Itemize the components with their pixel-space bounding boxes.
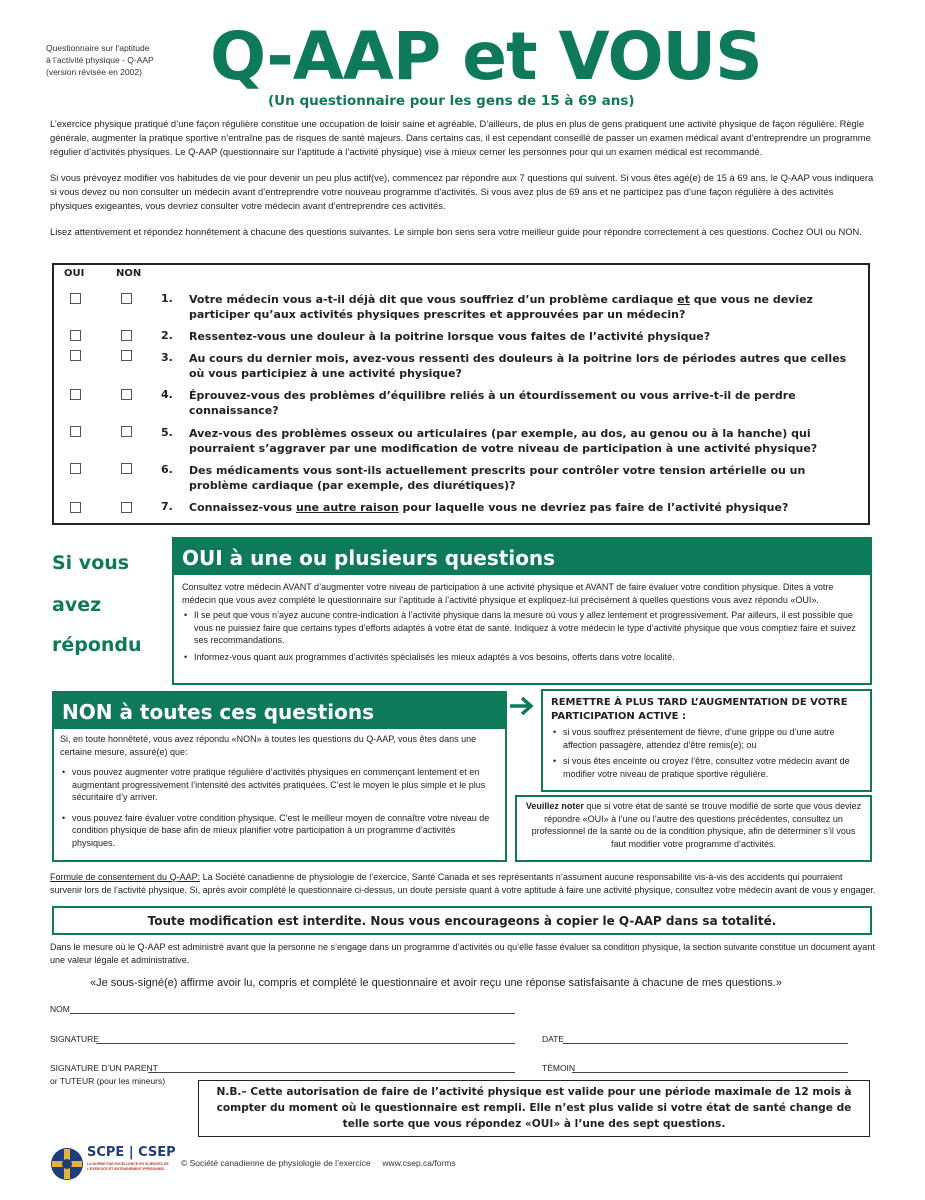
non-box-bullet: • vous pouvez augmenter votre pratique régulière d’activités physiques en commençant lentement et en augmentant progressivement l’intensité des activités pratiquées. C’est le moyen le plus simple et le plus sécuritaire d’y arriver. (60, 766, 497, 804)
non-answer-box (52, 691, 507, 862)
question-number: 6. (161, 463, 173, 476)
arrow-right-icon (508, 695, 536, 717)
oui-box-bullet: • Informez-vous quant aux programmes d’activités spécialisés les mieux adaptés à vos besoins, offerts dans votre localité. (182, 651, 860, 664)
note-box-text: Veuillez noter que si votre état de santé se trouve modifié de sorte que vous deviez répondre «OUI» à l’une ou l’autre des questions précédentes, consultez un professionnel de la santé ou de la condition physique, afin de déterminer s’il vous faut modifier votre programme d’activités. (525, 801, 862, 849)
field-label-tuteur: or TUTEUR (pour les mineurs) (50, 1076, 166, 1086)
nom-field[interactable] (70, 1013, 515, 1014)
checkbox-non-5[interactable] (121, 426, 132, 437)
question-number: 1. (161, 292, 173, 305)
nb-box: N.B.– Cette autorisation de faire de l’activité physique est valide pour une période maximale de 12 mois à compter du moment où le questionnaire est rempli. Elle n’est plus valide si votre état de santé change de telle sorte que vous répondez «OUI» à l’une des sept questions. (198, 1080, 870, 1137)
question-3-text: Au cours du dernier mois, avez-vous ressenti des douleurs à la poitrine lors de périodes autres que celles où vous participiez à une activité physique? (189, 352, 847, 380)
document-id-block (46, 42, 196, 78)
column-header-non: NON (116, 268, 142, 279)
delay-box (541, 689, 872, 792)
question-2-text: Ressentez-vous une douleur à la poitrine lorsque vous faites de l’activité physique? (189, 330, 711, 343)
non-box-body (54, 729, 505, 849)
page-title: Q-AAP et VOUS (210, 18, 762, 95)
question-7-text: Connaissez-vous une autre raison pour laquelle vous ne devriez pas faire de l’activité physique? (189, 501, 789, 514)
field-label-nom: NOM (50, 1004, 70, 1014)
signature-field[interactable] (96, 1043, 515, 1044)
side-label-line: répondu (52, 634, 142, 656)
checkbox-non-4[interactable] (121, 389, 132, 400)
oui-answer-box (172, 537, 872, 685)
affirmation-quote: «Je sous-signé(e) affirme avoir lu, compris et complété le questionnaire et avoir reçu une réponse satisfaisante à chacune de mes questions.» (90, 977, 782, 989)
copyright-text: © Société canadienne de physiologie de l’exercice www.csep.ca/forms (181, 1158, 456, 1168)
checkbox-oui-1[interactable] (70, 293, 81, 304)
question-number: 5. (161, 426, 173, 439)
delay-box-heading: REMETTRE À PLUS TARD L’AUGMENTATION DE VOTRE PARTICIPATION ACTIVE : (551, 697, 848, 722)
question-number: 4. (161, 388, 173, 401)
note-box (515, 795, 872, 862)
delay-box-bullet: • si vous êtes enceinte ou croyez l’être, consultez votre médecin avant de modifier votre niveau de pratique sportive régulière. (551, 755, 862, 780)
field-label-signature: SIGNATURE (50, 1034, 99, 1044)
question-5-text: Avez-vous des problèmes osseux ou articulaires (par exemple, au dos, au genou ou à la hanche) qui pourraient s’aggraver par une modification de votre niveau de participation à une activité physique? (189, 427, 818, 455)
question-6-text: Des médicaments vous sont-ils actuellement prescrits pour contrôler votre tension artérielle ou un problème cardiaque (par exemple, des diurétiques)? (189, 464, 806, 492)
side-label-line: Si vous (52, 552, 130, 574)
oui-box-body (174, 575, 870, 663)
non-box-intro: Si, en toute honnêteté, vous avez répondu «NON» à toutes les questions du Q-AAP, vous êtes dans une certaine mesure, assuré(e) que: (60, 734, 477, 757)
checkbox-oui-3[interactable] (70, 350, 81, 361)
temoin-field[interactable] (572, 1072, 848, 1073)
checkbox-non-2[interactable] (121, 330, 132, 341)
csep-logo (50, 1145, 176, 1183)
logo-tagline: LA NORME PAR EXCELLENCE EN SCIENCES DE L’EXERCICE ET ENTRAÎNEMENT PERSONNEL (87, 1162, 169, 1171)
oui-box-heading: OUI à une ou plusieurs questions (174, 539, 870, 575)
page-subtitle: (Un questionnaire pour les gens de 15 à 69 ans) (268, 93, 635, 109)
checkbox-oui-5[interactable] (70, 426, 81, 437)
question-4-text: Éprouvez-vous des problèmes d’équilibre reliés à un étourdissement ou vous arrive-t-il de perdre connaissance? (189, 389, 796, 417)
checkbox-non-7[interactable] (121, 502, 132, 513)
checkbox-oui-7[interactable] (70, 502, 81, 513)
intro-paragraph-2: Si vous prévoyez modifier vos habitudes de vie pour devenir un peu plus actif(ve), commencez par répondre aux 7 questions qui suivent. Si vous êtes agé(e) de 15 à 69 ans, le Q-AAP vous indiquera si vous devez ou non consulter un médecin avant d’entreprendre votre nouveau programme d’activités. Si vous avez plus de 69 ans et ne participez pas d’une façon régulière à des activités physiques exigeantes, vous devriez consulter votre médecin avant d’entreprendre ces activités. (50, 172, 874, 211)
question-number: 2. (161, 329, 173, 342)
delay-box-bullet: • si vous souffrez présentement de fièvre, d’une grippe ou d’une autre affection passagère, attendez d’être remis(e); ou (551, 726, 862, 751)
column-header-oui: OUI (64, 268, 85, 279)
intro-paragraph-1: L’exercice physique pratiqué d’une façon régulière constitue une occupation de loisir saine et agréable. D’ailleurs, de plus en plus de gens pratiquent une activité physique de façon régulière. Règle générale, augmenter la pratique sportive n’entraîne pas de risques de santé majeurs. Dans certains cas, il est cependant conseillé de passer un examen médical avant d’entreprendre un programme régulier d’activités physiques. Le Q-AAP (questionnaire sur l’aptitude à l’activité physique) vise à mieux cerner les personnes pour qui un examen médical est recommandé. (50, 118, 871, 157)
copy-banner: Toute modification est interdite. Nous vous encourageons à copier le Q-AAP dans sa totalité. (52, 906, 872, 935)
date-field[interactable] (563, 1043, 848, 1044)
non-box-bullet: • vous pouvez faire évaluer votre condition physique. C’est le meilleur moyen de connaître votre niveau de condition physique de base afin de mieux planifier votre participation à un programme d’activités physiques. (60, 812, 497, 850)
checkbox-oui-4[interactable] (70, 389, 81, 400)
checkbox-oui-6[interactable] (70, 463, 81, 474)
doc-id-line: (version révisée en 2002) (46, 67, 142, 77)
csep-emblem-icon (50, 1147, 84, 1181)
doc-id-line: à l’activité physique - Q-AAP (46, 55, 154, 65)
field-label-parent: SIGNATURE D’UN PARENT (50, 1063, 158, 1073)
oui-box-bullet: • Il se peut que vous n’ayez aucune contre-indication à l’activité physique dans la mesure où vous y allez lentement et progressivement. Par ailleurs, il est possible que vous ne puissiez faire que certains types d’efforts adaptés à votre état de santé. Indiquez à votre médecin le type d’activité physique que vous comptiez faire et suivez ses recommandations. (182, 609, 860, 647)
delay-box-body (543, 724, 870, 780)
logo-text: SCPE | CSEP (87, 1145, 176, 1160)
oui-box-intro: Consultez votre médecin AVANT d’augmenter votre niveau de participation à une activité physique et AVANT de faire évaluer votre condition physique. Dites à votre médecin que vous avez complété le questionnaire sur l’aptitude à l’activité physique et expliquez-lui précisément à quelles questions vous avez répondu «OUI». (182, 582, 834, 605)
consent-paragraph: Formule de consentement du Q-AAP: La Société canadienne de physiologie de l’exercice, Santé Canada et ses représentants n’assument aucune responsabilité vis-à-vis des accidents qui pourraient survenir lors de l’activité physique. Si, après avoir complété le questionnaire ci-dessus, un doute persiste quant à votre aptitude à faire une activité physique, consultez votre médecin avant de vous y engager. (50, 872, 876, 895)
field-label-date: DATE (542, 1034, 565, 1044)
checkbox-non-6[interactable] (121, 463, 132, 474)
legal-paragraph: Dans le mesure où le Q-AAP est administré avant que la personne ne s’engage dans un programme d’activités ou qu’elle fasse évaluer sa condition physique, la section suivante constitue un document ayant une valeur légale et administrative. (50, 942, 875, 965)
question-number: 3. (161, 351, 173, 364)
field-label-temoin: TÉMOIN (542, 1063, 576, 1073)
side-label-line: avez (52, 594, 102, 616)
parent-signature-field[interactable] (148, 1072, 515, 1073)
checkbox-non-1[interactable] (121, 293, 132, 304)
question-1-text: Votre médecin vous a-t-il déjà dit que vous souffriez d’un problème cardiaque et que vous ne deviez participer qu’aux activités physiques prescrites et approuvées par un médecin? (189, 293, 813, 321)
checkbox-non-3[interactable] (121, 350, 132, 361)
doc-id-line: Questionnaire sur l’aptitude (46, 43, 150, 53)
checkbox-oui-2[interactable] (70, 330, 81, 341)
intro-paragraph-3: Lisez attentivement et répondez honnêtement à chacune des questions suivantes. Le simple bon sens sera votre meilleur guide pour répondre correctement à ces questions. Cochez OUI ou NON. (50, 226, 862, 237)
question-number: 7. (161, 500, 173, 513)
non-box-heading: NON à toutes ces questions (54, 693, 505, 729)
